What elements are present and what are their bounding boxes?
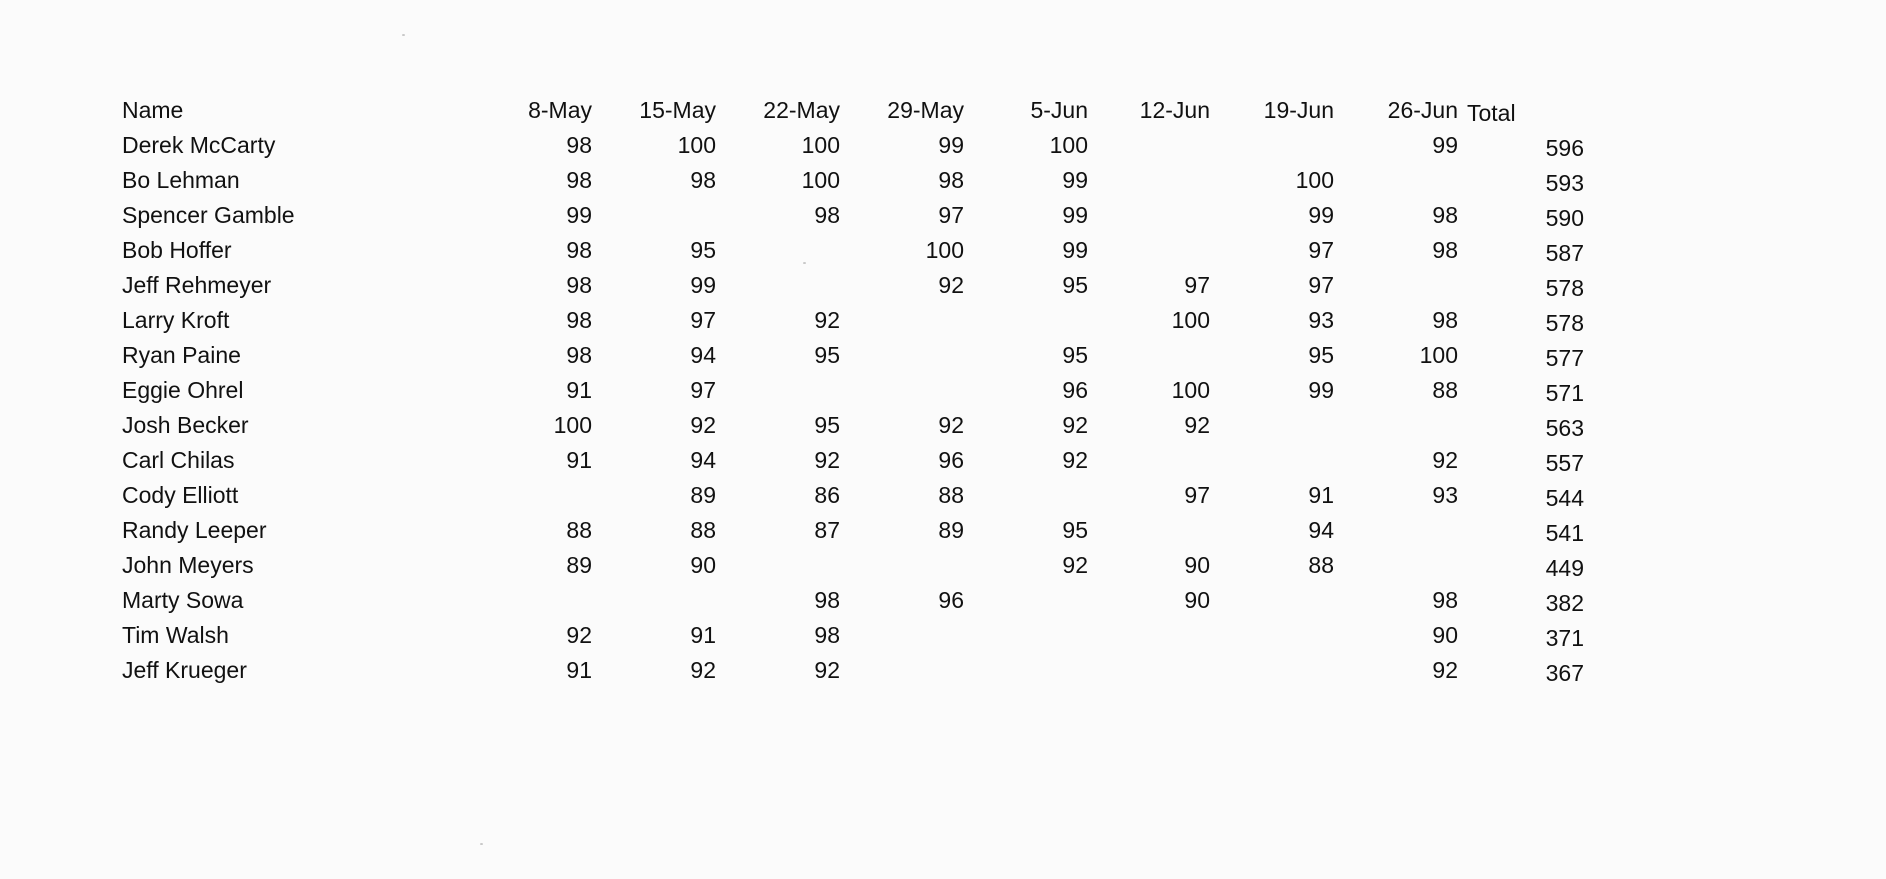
total-cell: 563 [1545,415,1584,441]
table-row [0,373,1886,408]
score-cell: 89 [690,482,716,508]
player-name: Bo Lehman [122,167,240,193]
score-cell: 88 [566,517,592,543]
score-cell: 96 [938,587,964,613]
player-name: Bob Hoffer [122,237,232,263]
score-cell: 97 [938,202,964,228]
score-cell [1368,408,1458,443]
score-cell [750,373,840,408]
score-cell [1244,583,1334,618]
score-cell: 94 [1308,517,1334,543]
header-name: Name [122,97,184,123]
player-name: Tim Walsh [122,622,229,648]
score-cell [502,583,592,618]
score-cell [874,373,964,408]
table-row [0,443,1886,478]
score-cell: 98 [814,202,840,228]
header-row [0,93,1886,128]
score-cell: 98 [1432,237,1458,263]
player-name: Spencer Gamble [122,202,295,228]
score-cell: 98 [566,342,592,368]
score-cell: 88 [1432,377,1458,403]
score-cell: 90 [1432,622,1458,648]
score-cell [874,653,964,688]
score-cell: 97 [1308,237,1334,263]
total-cell: 587 [1545,240,1584,266]
score-cell: 88 [1308,552,1334,578]
score-cell [1120,233,1210,268]
header-date: 15-May [639,97,716,123]
table-row [0,338,1886,373]
score-cell [1120,338,1210,373]
score-cell: 90 [690,552,716,578]
score-cell [1120,163,1210,198]
score-cell: 100 [801,132,840,158]
score-cell [1368,548,1458,583]
score-cell: 99 [1308,202,1334,228]
score-cell [626,583,716,618]
score-cell: 92 [938,272,964,298]
score-cell: 91 [690,622,716,648]
header-total: Total [1467,100,1516,126]
total-cell: 596 [1545,135,1584,161]
score-cell: 92 [814,307,840,333]
score-cell [874,548,964,583]
score-cell: 90 [1184,552,1210,578]
score-cell: 95 [1062,342,1088,368]
table-row [0,478,1886,513]
player-name: Randy Leeper [122,517,267,543]
table-row [0,198,1886,233]
score-cell: 100 [1295,167,1334,193]
player-name: Jeff Krueger [122,657,247,683]
score-cell [626,198,716,233]
score-cell [998,653,1088,688]
score-cell [1120,513,1210,548]
score-cell: 98 [690,167,716,193]
score-cell: 92 [690,412,716,438]
score-cell: 98 [566,132,592,158]
score-cell [1244,128,1334,163]
score-cell: 99 [1432,132,1458,158]
score-cell: 98 [814,587,840,613]
score-cell: 99 [1062,167,1088,193]
total-cell: 367 [1545,660,1584,686]
header-date: 5-Jun [1030,97,1088,123]
total-cell: 590 [1545,205,1584,231]
score-cell [998,303,1088,338]
total-cell: 557 [1545,450,1584,476]
score-cell: 99 [690,272,716,298]
score-cell [1368,268,1458,303]
score-cell: 95 [1062,272,1088,298]
score-cell: 100 [925,237,964,263]
player-name: Marty Sowa [122,587,244,613]
score-cell [750,233,840,268]
score-cell [1368,163,1458,198]
table-row [0,268,1886,303]
score-cell: 97 [1308,272,1334,298]
score-cell: 86 [814,482,840,508]
score-cell: 99 [566,202,592,228]
score-cell: 91 [566,657,592,683]
score-cell: 89 [566,552,592,578]
total-cell: 541 [1545,520,1584,546]
score-cell: 89 [938,517,964,543]
score-cell [750,268,840,303]
score-cell: 92 [1062,447,1088,473]
score-cell: 98 [1432,587,1458,613]
total-cell: 382 [1545,590,1584,616]
score-cell: 95 [1308,342,1334,368]
total-cell: 371 [1545,625,1584,651]
table-row [0,408,1886,443]
player-name: Larry Kroft [122,307,230,333]
table-row [0,233,1886,268]
table-row [0,653,1886,688]
score-cell [1244,653,1334,688]
score-cell: 91 [566,447,592,473]
player-name: Cody Elliott [122,482,239,508]
score-cell: 97 [1184,272,1210,298]
score-cell [1120,618,1210,653]
total-cell: 571 [1545,380,1584,406]
score-cell: 95 [1062,517,1088,543]
score-cell: 92 [814,657,840,683]
score-cell: 91 [566,377,592,403]
total-cell: 593 [1545,170,1584,196]
score-cell [874,303,964,338]
player-name: John Meyers [122,552,254,578]
score-cell: 95 [814,412,840,438]
total-cell: 578 [1545,275,1584,301]
score-cell [1120,198,1210,233]
score-cell: 88 [938,482,964,508]
score-cell: 96 [1062,377,1088,403]
score-cell: 94 [690,447,716,473]
score-cell: 90 [1184,587,1210,613]
score-cell: 100 [1171,307,1210,333]
score-cell [1244,443,1334,478]
score-cell: 98 [1432,307,1458,333]
table-row [0,583,1886,618]
score-cell: 88 [690,517,716,543]
score-cell [1120,128,1210,163]
player-name: Josh Becker [122,412,249,438]
table-row [0,303,1886,338]
score-cell: 96 [938,447,964,473]
header-date: 29-May [887,97,964,123]
score-cell: 92 [814,447,840,473]
score-cell: 100 [553,412,592,438]
score-cell [750,548,840,583]
total-cell: 577 [1545,345,1584,371]
player-name: Carl Chilas [122,447,235,473]
header-date: 26-Jun [1387,97,1458,123]
table-row [0,163,1886,198]
table-row [0,513,1886,548]
table-row [0,618,1886,653]
score-cell [502,478,592,513]
score-cell: 97 [690,307,716,333]
score-cell: 92 [1432,657,1458,683]
score-cell: 87 [814,517,840,543]
total-cell: 449 [1545,555,1584,581]
score-cell: 100 [801,167,840,193]
table-row [0,128,1886,163]
score-cell [874,618,964,653]
score-cell: 92 [566,622,592,648]
score-cell: 100 [1419,342,1458,368]
score-cell [1120,443,1210,478]
score-cell: 98 [566,307,592,333]
score-cell: 99 [1062,202,1088,228]
score-cell: 99 [1062,237,1088,263]
score-cell [1244,618,1334,653]
score-cell [998,478,1088,513]
score-cell: 100 [677,132,716,158]
score-cell: 93 [1308,307,1334,333]
score-cell [874,338,964,373]
score-cell: 99 [938,132,964,158]
player-name: Jeff Rehmeyer [122,272,272,298]
score-cell: 98 [566,237,592,263]
score-cell: 95 [690,237,716,263]
score-cell: 98 [566,272,592,298]
player-name: Ryan Paine [122,342,241,368]
header-date: 22-May [763,97,840,123]
total-cell: 544 [1545,485,1584,511]
score-cell: 98 [1432,202,1458,228]
score-cell [998,618,1088,653]
header-date: 8-May [528,97,592,123]
total-cell: 578 [1545,310,1584,336]
score-cell: 92 [1184,412,1210,438]
score-cell: 99 [1308,377,1334,403]
score-cell [1368,513,1458,548]
score-cell [1244,408,1334,443]
score-cell: 91 [1308,482,1334,508]
score-cell: 92 [938,412,964,438]
score-cell: 95 [814,342,840,368]
header-date: 12-Jun [1139,97,1210,123]
player-name: Derek McCarty [122,132,276,158]
score-cell: 92 [1432,447,1458,473]
score-cell: 92 [1062,552,1088,578]
score-cell: 94 [690,342,716,368]
score-cell [998,583,1088,618]
score-cell: 98 [566,167,592,193]
score-cell: 92 [1062,412,1088,438]
score-cell: 93 [1432,482,1458,508]
score-cell: 98 [814,622,840,648]
score-cell: 97 [1184,482,1210,508]
score-cell: 100 [1171,377,1210,403]
score-cell: 98 [938,167,964,193]
score-cell [1120,653,1210,688]
score-cell: 92 [690,657,716,683]
score-cell: 97 [690,377,716,403]
player-name: Eggie Ohrel [122,377,244,403]
header-date: 19-Jun [1263,97,1334,123]
score-cell: 100 [1049,132,1088,158]
table-row [0,548,1886,583]
